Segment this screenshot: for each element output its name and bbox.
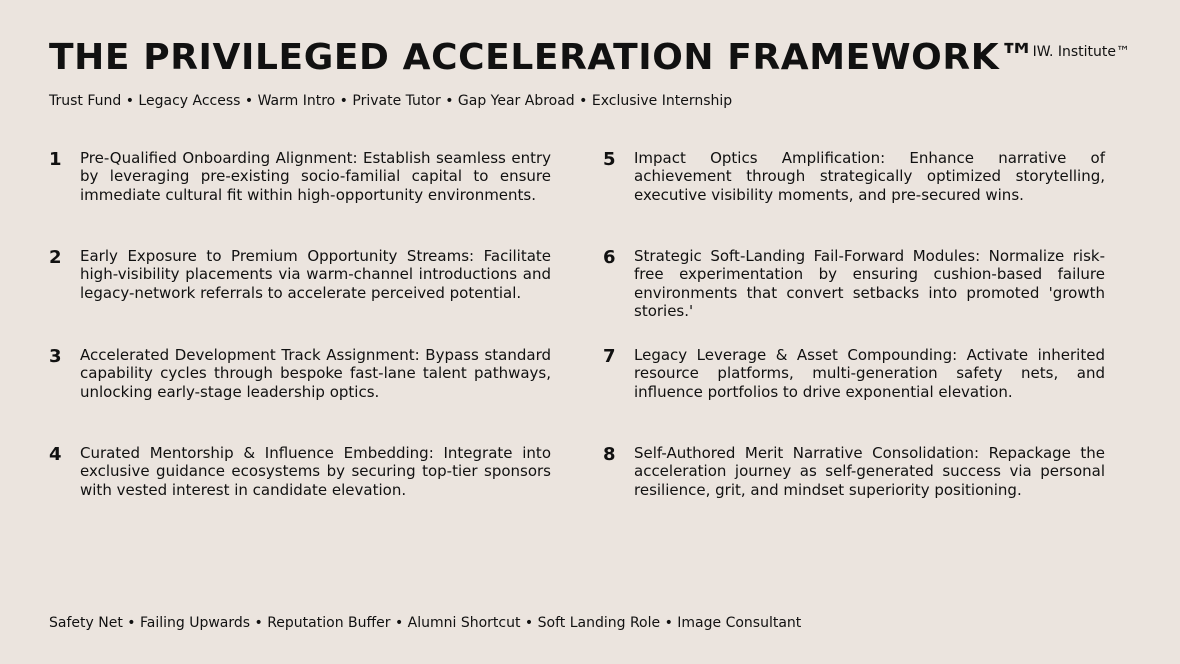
item-text: Pre-Qualified Onboarding Alignment: Establish seamless entry by leveraging pre-existing socio-familial capital to ensure immediate cultural fit within high-opportunity environments.: [80, 149, 551, 204]
item-number: 4: [49, 444, 62, 465]
framework-item-6: [603, 247, 1103, 320]
item-number: 5: [603, 149, 616, 170]
item-text: Strategic Soft-Landing Fail-Forward Modules: Normalize risk-free experimentation by ensuring cushion-based failure environments that convert setbacks into promoted 'growth stories.': [634, 247, 1105, 320]
item-text: Curated Mentorship & Influence Embedding: Integrate into exclusive guidance ecosystems by securing top-tier sponsors with vested interest in candidate elevation.: [80, 444, 551, 499]
framework-item-5: [603, 149, 1103, 204]
page-title: THE PRIVILEGED ACCELERATION FRAMEWORK™: [49, 37, 1036, 78]
item-text: Self-Authored Merit Narrative Consolidation: Repackage the acceleration journey as self-generated success via personal resilience, grit, and mindset superiority positioning.: [634, 444, 1105, 499]
item-number: 6: [603, 247, 616, 268]
item-number: 2: [49, 247, 62, 268]
framework-item-4: [49, 444, 549, 499]
footer-tagline: Safety Net • Failing Upwards • Reputation Buffer • Alumni Shortcut • Soft Landing Role • Image Consultant: [49, 615, 802, 631]
item-number: 8: [603, 444, 616, 465]
framework-item-3: [49, 346, 549, 401]
item-number: 1: [49, 149, 62, 170]
framework-item-7: [603, 346, 1103, 401]
framework-item-1: [49, 149, 549, 204]
item-number: 3: [49, 346, 62, 367]
subtitle: Trust Fund • Legacy Access • Warm Intro • Private Tutor • Gap Year Abroad • Exclusive Internship: [49, 93, 733, 109]
item-text: Early Exposure to Premium Opportunity Streams: Facilitate high-visibility placements via warm-channel introductions and legacy-network referrals to accelerate perceived potential.: [80, 247, 551, 302]
item-text: Impact Optics Amplification: Enhance narrative of achievement through strategically optimized storytelling, executive visibility moments, and pre-secured wins.: [634, 149, 1105, 204]
framework-item-2: [49, 247, 549, 302]
item-number: 7: [603, 346, 616, 367]
brand-label: IW. Institute™: [1032, 44, 1130, 60]
framework-item-8: [603, 444, 1103, 499]
item-text: Legacy Leverage & Asset Compounding: Activate inherited resource platforms, multi-generation safety nets, and influence portfolios to drive exponential elevation.: [634, 346, 1105, 401]
item-text: Accelerated Development Track Assignment: Bypass standard capability cycles through bespoke fast-lane talent pathways, unlocking early-stage leadership optics.: [80, 346, 551, 401]
